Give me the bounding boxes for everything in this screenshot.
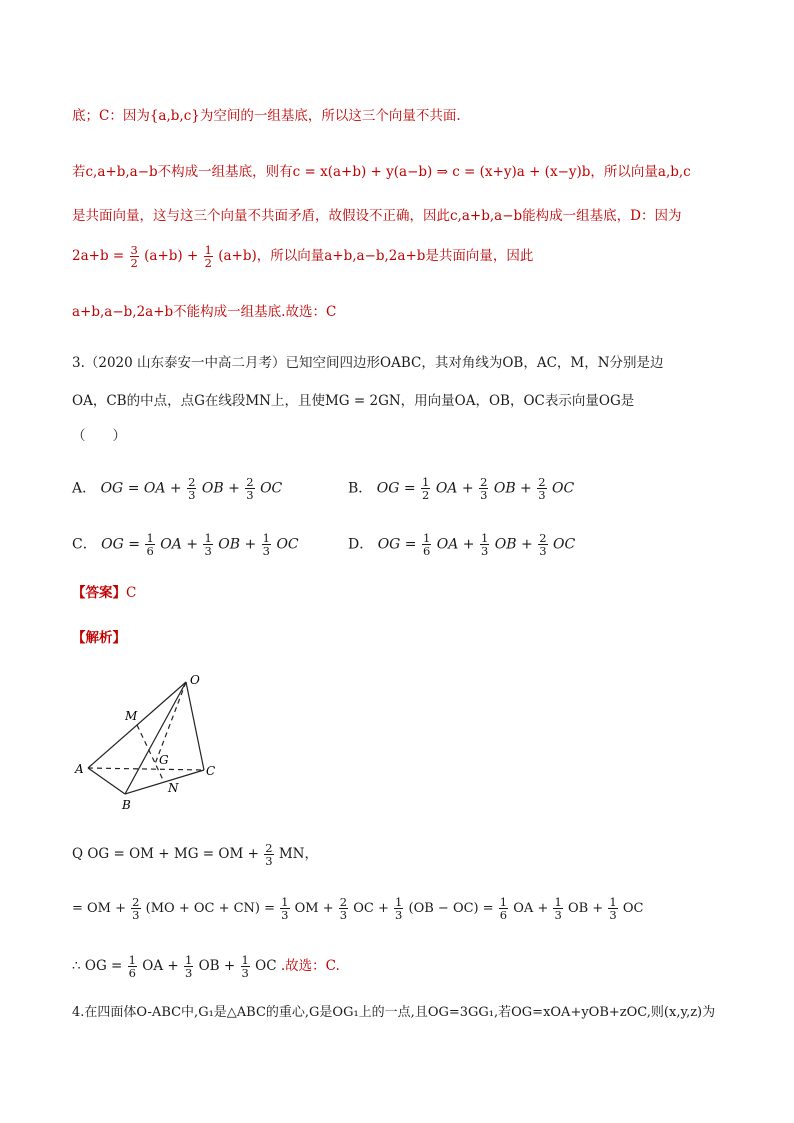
option-d-lhs: OG =	[377, 536, 417, 553]
answer-line	[72, 583, 732, 603]
s2-b: OM +	[294, 901, 334, 916]
analysis-line	[72, 628, 732, 648]
edge-ac-dashed	[88, 768, 204, 770]
s2-frac-3: $\frac{2}{3}$	[339, 895, 348, 922]
solution-line-1	[72, 842, 732, 867]
option-d-label: D．	[348, 536, 374, 553]
question-4-line: 4.在四面体O-ABC中,G₁是△ABC的重心,G是OG₁上的一点,且OG=3GG₁,若OG=xOA+yOB+zOC,则(x,y,z)为	[72, 1005, 716, 1020]
option-c[interactable]	[72, 532, 299, 557]
s3-post: .故选：C.	[280, 958, 340, 974]
s3-c: OC	[255, 958, 277, 974]
option-c-lhs: OG =	[101, 536, 141, 553]
option-b[interactable]	[348, 476, 574, 501]
option-c-fraction-0: $\frac{1}{6}$	[146, 531, 154, 558]
tetrahedron-figure	[70, 672, 240, 812]
question-3-line-1: 3.（2020 山东泰安一中高二月考）已知空间四边形OABC，其对角线为OB，AC，M，N分别是边	[72, 355, 664, 371]
edge-ab	[88, 768, 125, 794]
s2-frac-6: $\frac{1}{3}$	[554, 895, 562, 922]
solution-1-pre: Q OG = OM + MG = OM +	[72, 846, 259, 862]
s2-frac-7: $\frac{1}{3}$	[609, 895, 617, 922]
label-m: M	[125, 709, 138, 723]
eq-post: (a+b)，所以向量a+b,a−b,2a+b是共面向量，因此	[218, 248, 534, 264]
s3-frac-3: $\frac{1}{3}$	[241, 953, 249, 980]
s2-d: (OB − OC) =	[408, 901, 494, 916]
option-b-fraction-0: $\frac{1}{2}$	[422, 475, 430, 502]
text-line-option-d	[72, 244, 732, 269]
eq-mid: (a+b) +	[144, 248, 199, 264]
fraction-1-2: $\frac{1}{2}$	[204, 243, 212, 270]
option-d-term-oa: OA +	[436, 536, 475, 553]
segment-og-dashed	[155, 682, 186, 764]
option-c-fraction-2: $\frac{1}{3}$	[262, 531, 270, 558]
s2-e: OA +	[513, 901, 549, 916]
option-a-label: A．	[72, 480, 97, 497]
fraction-3-2: $\frac{3}{2}$	[130, 243, 138, 270]
answer-label: 【答案】	[72, 585, 126, 601]
option-d-fraction-2: $\frac{2}{3}$	[539, 531, 547, 558]
s3-a: OA +	[142, 958, 179, 974]
edge-ob	[125, 682, 186, 794]
s2-frac-4: $\frac{1}{3}$	[395, 895, 403, 922]
solution-line-3	[72, 954, 732, 979]
option-d-fraction-1: $\frac{1}{3}$	[481, 531, 489, 558]
option-c-label: C．	[72, 536, 97, 553]
s2-frac-1: $\frac{2}{3}$	[132, 895, 140, 922]
option-b-term-oa: OA +	[435, 480, 474, 497]
option-b-lhs: OG =	[376, 480, 416, 497]
option-a-lhs: OG = OA +	[100, 480, 182, 497]
edge-bc	[125, 770, 204, 794]
option-a-term-ob: OB +	[201, 480, 240, 497]
option-b-fraction-2: $\frac{2}{3}$	[538, 475, 546, 502]
s2-f: OB +	[567, 901, 604, 916]
edge-oc	[186, 682, 204, 770]
question-3-line-2: OA，CB的中点，点G在线段MN上，且使MG = 2GN，用向量OA，OB，OC表示向量OG是	[72, 393, 635, 409]
s2-pre: = OM +	[72, 901, 127, 916]
s2-g: OC	[622, 901, 644, 916]
option-c-fraction-1: $\frac{1}{3}$	[204, 531, 212, 558]
label-c: C	[206, 764, 216, 778]
answer-value: C	[126, 585, 137, 601]
option-c-term-ob: OB +	[218, 536, 257, 553]
text-line-contradiction: 是共面向量，这与这三个向量不共面矛盾，故假设不正确，因此c,a+b,a−b能构成一组基底，D：因为	[72, 208, 682, 224]
label-n: N	[168, 781, 179, 795]
option-b-fraction-1: $\frac{2}{3}$	[480, 475, 488, 502]
s2-a: (MO + OC + CN) =	[145, 901, 276, 916]
label-b: B	[122, 798, 131, 812]
option-d-fraction-0: $\frac{1}{6}$	[422, 531, 431, 558]
text-line-conclusion: a+b,a−b,2a+b不能构成一组基底.故选：C	[72, 304, 337, 320]
option-a-fraction-1: $\frac{2}{3}$	[188, 475, 196, 502]
option-d[interactable]	[348, 532, 575, 557]
option-a-term-oc: OC	[260, 480, 283, 497]
analysis-label: 【解析】	[72, 630, 126, 646]
option-a-fraction-2: $\frac{2}{3}$	[246, 475, 254, 502]
label-o: O	[190, 673, 200, 687]
option-a[interactable]	[72, 476, 282, 501]
s2-c: OC +	[353, 901, 389, 916]
option-c-term-oa: OA +	[160, 536, 199, 553]
s3-pre: ∴ OG =	[72, 958, 123, 974]
s2-frac-5: $\frac{1}{6}$	[499, 895, 508, 922]
solution-1-post: MN，	[278, 846, 318, 862]
s2-frac-2: $\frac{1}{3}$	[281, 895, 289, 922]
question-3-line-3: （ ）	[72, 428, 126, 444]
s3-b: OB +	[198, 958, 236, 974]
option-b-label: B．	[348, 480, 373, 497]
option-c-term-oc: OC	[276, 536, 299, 553]
label-g: G	[159, 753, 169, 767]
label-a: A	[75, 762, 84, 776]
option-b-term-oc: OC	[552, 480, 575, 497]
eq-pre: 2a+b =	[72, 248, 125, 264]
text-line-assume: 若c,a+b,a−b不构成一组基底，则有c = x(a+b) + y(a−b) ⇒ c = (x+y)a + (x−y)b，所以向量a,b,c	[72, 164, 691, 180]
solution-1-fraction: $\frac{2}{3}$	[265, 841, 273, 868]
s3-frac-1: $\frac{1}{6}$	[128, 953, 136, 980]
option-b-term-ob: OB +	[493, 480, 532, 497]
option-d-term-oc: OC	[552, 536, 576, 553]
option-d-term-ob: OB +	[494, 536, 533, 553]
s3-frac-2: $\frac{1}{3}$	[184, 953, 193, 980]
solution-line-2	[72, 896, 732, 921]
text-line-basis-c: 底；C：因为{a,b,c}为空间的一组基底，所以这三个向量不共面.	[72, 108, 461, 124]
